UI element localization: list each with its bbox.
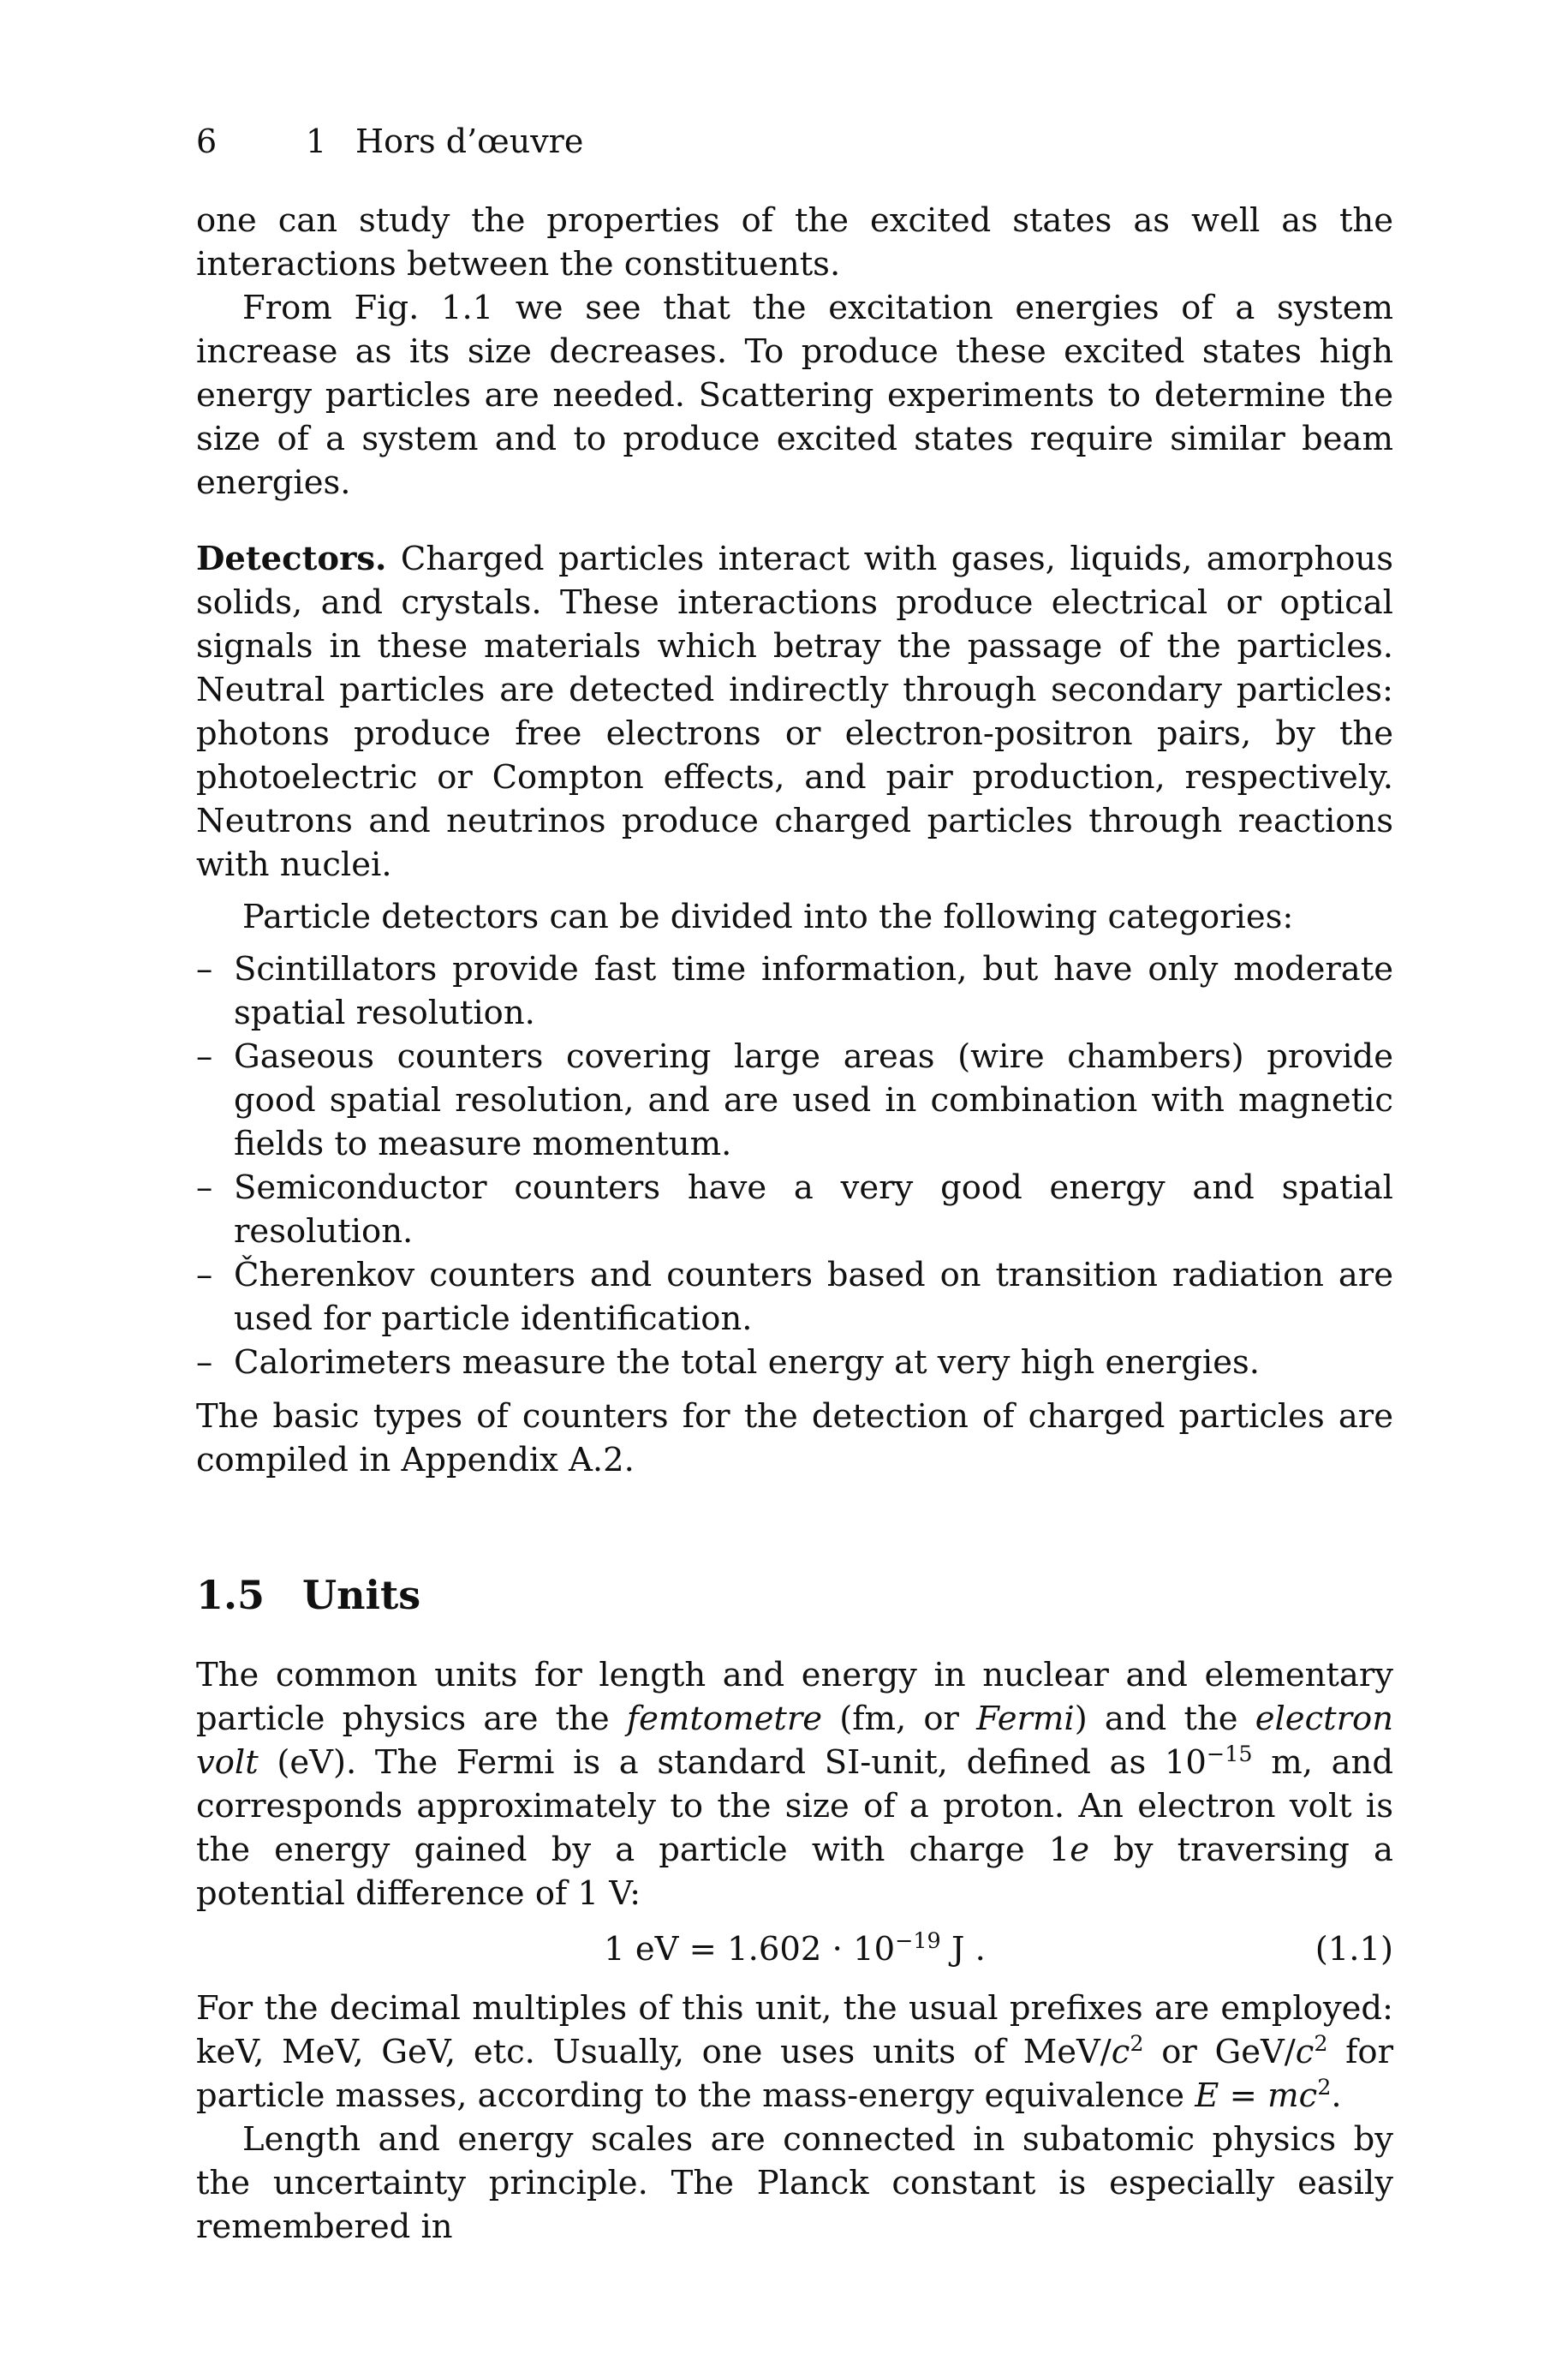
paragraph-continuation: one can study the properties of the excited states as well as the interactions between the constituents.: [196, 201, 1393, 284]
runin-heading-detectors: Detectors.: [196, 540, 387, 578]
list-item: – Gaseous counters covering large areas (wire chambers) provide good spatial resolution, and are used in combination with magnetic fields to measure momentum.: [196, 1035, 1393, 1166]
body-text: [196, 199, 1393, 2249]
paragraph-appendix: The basic types of counters for the detection of charged particles are compiled in Appendix A.2.: [196, 1397, 1393, 1479]
section-heading: [196, 1569, 1393, 1621]
equation-1-1: [196, 1927, 1393, 1971]
list-item: – Calorimeters measure the total energy at very high energies.: [196, 1341, 1393, 1384]
chapter-number: 1: [306, 122, 327, 160]
paragraph-categories-intro: Particle detectors can be divided into the following categories:: [242, 898, 1294, 936]
equation-number: (1.1): [1315, 1930, 1393, 1969]
list-item: – Čherenkov counters and counters based on transition radiation are used for particle identification.: [196, 1253, 1393, 1341]
page-number: 6: [196, 122, 218, 160]
category-list: [196, 947, 1393, 1384]
paragraph-units: The common units for length and energy in nuclear and elementary particle physics are the femtometre (fm, or Fermi) and the electron volt (eV). The Fermi is a standard SI-unit, defined as $10^{-15}$ m, and corresponds approximately to the size of a proton. An electron volt is the energy gained by a particle with charge 1e by traversing a potential difference of 1 V:: [196, 1656, 1393, 1913]
section-number: 1.5: [196, 1572, 265, 1618]
detectors-text: Charged particles interact with gases, liquids, amorphous solids, and crystals. These interactions produce electrical or optical signals in these materials which betray the passage of the particles. Neutral particles are detected indirectly through secondary particles: photons produce free electrons or electron-positron pairs, by the photoelectric or Compton effects, and pair production, respectively. Neutrons and neutrinos produce charged particles through reactions with nuclei.: [196, 540, 1393, 884]
section-title: Units: [302, 1572, 421, 1618]
running-head: [196, 122, 583, 161]
paragraph-detectors: [196, 537, 1393, 887]
paragraph-prefixes: For the decimal multiples of this unit, the usual prefixes are employed: keV, MeV, GeV, etc. Usually, one uses units of MeV/$c^2$ or GeV/$c^2$ for particle masses, according to the mass-energy equivalence $E = mc^2$.: [196, 1989, 1394, 2115]
paragraph-length-energy: Length and energy scales are connected in subatomic physics by the uncertainty principle. The Planck constant is especially easily remembered in: [196, 2120, 1393, 2246]
list-item: – Scintillators provide fast time information, but have only moderate spatial resolution.: [196, 947, 1393, 1035]
paragraph-excitation: From Fig. 1.1 we see that the excitation energies of a system increase as its size decreases. To produce these excited states high energy particles are needed. Scattering experiments to determine the size of a system and to produce excited states require similar beam energies.: [196, 289, 1393, 502]
equation-body: 1 eV = $1.602 \cdot 10^{-19}$ J .: [604, 1927, 986, 1969]
list-item: – Semiconductor counters have a very good energy and spatial resolution.: [196, 1166, 1393, 1253]
chapter-title: Hors d’œuvre: [355, 122, 584, 160]
